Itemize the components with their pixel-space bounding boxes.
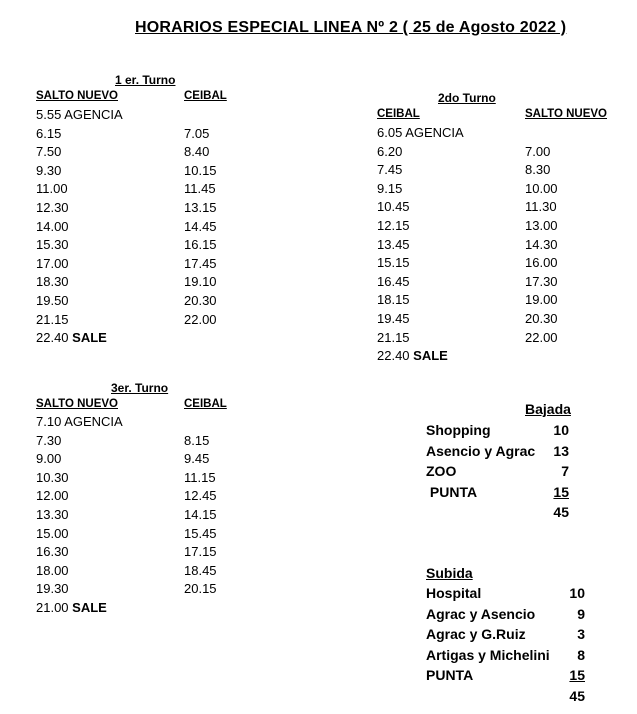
- bajada-table: [426, 420, 571, 523]
- bajada-place: ZOO: [426, 463, 457, 479]
- time-col2: 22.00: [525, 329, 558, 345]
- time-col2: 17.30: [525, 273, 558, 289]
- schedule-row: [377, 291, 597, 310]
- time-col2: 14.15: [184, 506, 217, 522]
- bajada-total: 45: [553, 504, 569, 520]
- subida-total: 45: [569, 687, 585, 704]
- time-col1: 10.45: [377, 199, 410, 215]
- subida-count: 8: [577, 646, 585, 663]
- time-col2: 19.00: [525, 292, 558, 308]
- subida-place: Agrac y Asencio: [426, 605, 536, 622]
- schedule-row: [377, 329, 597, 348]
- turno2-header-col2: SALTO NUEVO: [525, 108, 607, 120]
- turno3-schedule: [36, 413, 236, 618]
- schedule-row: [36, 292, 236, 311]
- bajada-count: 13: [553, 442, 569, 459]
- schedule-row: [36, 162, 236, 181]
- subida-title: Subida: [426, 565, 473, 581]
- schedule-row: [36, 580, 236, 599]
- time-col1: 7.30: [36, 432, 62, 448]
- time-col2: 9.45: [184, 451, 210, 467]
- subida-row: [426, 583, 591, 604]
- subida-total-row: [426, 686, 591, 707]
- schedule-row: [377, 236, 597, 255]
- time-col1: 9.15: [377, 180, 403, 196]
- subida-count: 15: [569, 667, 585, 683]
- schedule-row: [36, 273, 236, 292]
- time-col1: 18.15: [377, 292, 410, 308]
- turno1-first-row: [36, 106, 236, 125]
- bajada-count: 15: [553, 483, 569, 500]
- schedule-row: [36, 311, 236, 330]
- schedule-row: [377, 217, 597, 236]
- bajada-row: [426, 482, 571, 503]
- time-col1: 19.50: [36, 292, 69, 308]
- turno1-last-row: [36, 329, 236, 348]
- time-col1: 17.00: [36, 255, 69, 271]
- time-col1: 12.00: [36, 488, 69, 504]
- time-col1: 6.20: [377, 143, 403, 159]
- time-col1: 9.30: [36, 162, 62, 178]
- turno2-last-time: 22.40: [377, 348, 410, 364]
- subida-count: 9: [577, 605, 585, 622]
- bajada-place: PUNTA: [426, 483, 478, 500]
- bajada-row: [426, 461, 571, 482]
- time-col2: 20.30: [525, 310, 558, 326]
- time-col1: 21.15: [377, 329, 410, 345]
- turno1-header-col1: SALTO NUEVO: [36, 90, 118, 102]
- schedule-row: [36, 562, 236, 581]
- subida-place: Agrac y G.Ruiz: [426, 626, 526, 642]
- time-col1: 15.00: [36, 525, 69, 541]
- time-col1: 19.45: [377, 310, 410, 326]
- time-col2: 10.15: [184, 162, 217, 178]
- turno2-first-row: [377, 124, 597, 143]
- turno1-header-col2: CEIBAL: [184, 90, 227, 102]
- time-col2: 10.00: [525, 180, 558, 196]
- bajada-title: Bajada: [525, 401, 571, 417]
- schedule-row: [36, 525, 236, 544]
- time-col1: 12.15: [377, 217, 410, 233]
- turno2-last-row: [377, 347, 597, 366]
- turno3-first-row: [36, 413, 236, 432]
- turno3-header-col1: SALTO NUEVO: [36, 398, 118, 410]
- time-col2: 18.45: [184, 562, 217, 578]
- time-col1: 11.00: [36, 181, 68, 197]
- turno2-rows: [377, 143, 597, 348]
- subida-place: Artigas y Michelini: [426, 646, 550, 663]
- schedule-row: [36, 125, 236, 144]
- time-col2: 20.30: [184, 292, 217, 308]
- turno1-schedule: [36, 106, 236, 348]
- turno3-last-row: [36, 599, 236, 618]
- subida-place: PUNTA: [426, 667, 474, 683]
- bajada-rows: [426, 420, 571, 502]
- time-col2: 12.45: [184, 488, 217, 504]
- time-col1: 10.30: [36, 469, 69, 485]
- bajada-row: [426, 420, 571, 441]
- subida-table: [426, 583, 591, 706]
- time-col1: 9.00: [36, 451, 62, 467]
- turno1-first: 5.55 AGENCIA: [36, 107, 123, 122]
- time-col2: 11.45: [184, 181, 216, 197]
- time-col2: 16.15: [184, 237, 217, 253]
- bajada-place: Shopping: [426, 422, 491, 438]
- turno1-last-label: SALE: [72, 330, 107, 346]
- schedule-row: [377, 254, 597, 273]
- schedule-row: [36, 143, 236, 162]
- turno1-rows: [36, 125, 236, 330]
- time-col2: 11.30: [525, 199, 557, 215]
- turno3-rows: [36, 432, 236, 599]
- schedule-row: [36, 543, 236, 562]
- subida-row: [426, 645, 591, 666]
- turno2-header-col1: CEIBAL: [377, 108, 420, 120]
- subida-row: [426, 604, 591, 625]
- time-col2: 11.15: [184, 469, 216, 485]
- schedule-row: [36, 432, 236, 451]
- time-col2: 22.00: [184, 311, 217, 327]
- time-col2: 7.00: [525, 143, 551, 159]
- schedule-row: [36, 469, 236, 488]
- schedule-row: [36, 236, 236, 255]
- bajada-count: 7: [561, 463, 569, 479]
- time-col1: 15.15: [377, 255, 410, 271]
- turno2-last-label: SALE: [413, 348, 448, 364]
- schedule-row: [377, 180, 597, 199]
- subida-place: Hospital: [426, 585, 482, 601]
- time-col1: 19.30: [36, 581, 69, 597]
- time-col2: 8.40: [184, 144, 210, 160]
- schedule-row: [36, 199, 236, 218]
- schedule-row: [36, 218, 236, 237]
- subida-count: 10: [569, 585, 585, 601]
- time-col1: 18.00: [36, 562, 69, 578]
- schedule-row: [377, 310, 597, 329]
- time-col1: 6.15: [36, 125, 62, 141]
- time-col1: 7.50: [36, 144, 62, 160]
- schedule-row: [377, 143, 597, 162]
- turno3-title: 3er. Turno: [111, 381, 169, 395]
- turno3-last-label: SALE: [72, 599, 107, 615]
- subida-row: [426, 624, 591, 645]
- time-col2: 17.45: [184, 255, 217, 271]
- schedule-row: [36, 450, 236, 469]
- bajada-row: [426, 441, 571, 462]
- time-col2: 13.00: [525, 217, 558, 233]
- turno3-header-col2: CEIBAL: [184, 398, 227, 410]
- time-col2: 20.15: [184, 581, 217, 597]
- subida-rows: [426, 583, 591, 686]
- time-col1: 15.30: [36, 237, 69, 253]
- schedule-row: [36, 255, 236, 274]
- time-col1: 13.30: [36, 506, 69, 522]
- turno2-title: 2do Turno: [438, 91, 496, 105]
- schedule-row: [36, 487, 236, 506]
- time-col2: 8.30: [525, 162, 551, 178]
- turno1-last-time: 22.40: [36, 330, 69, 346]
- page-title: HORARIOS ESPECIAL LINEA Nº 2 ( 25 de Agosto 2022 ): [135, 19, 567, 36]
- time-col1: 7.45: [377, 162, 403, 178]
- time-col1: 16.30: [36, 544, 69, 560]
- time-col2: 7.05: [184, 125, 210, 141]
- time-col2: 19.10: [184, 274, 217, 290]
- turno2-first: 6.05 AGENCIA: [377, 125, 464, 140]
- turno3-last-time: 21.00: [36, 599, 69, 615]
- bajada-place: Asencio y Agrac: [426, 442, 536, 459]
- turno1-title: 1 er. Turno: [115, 73, 176, 87]
- subida-count: 3: [577, 626, 585, 642]
- bajada-count: 10: [553, 422, 569, 438]
- turno2-schedule: [377, 124, 597, 366]
- time-col1: 14.00: [36, 218, 69, 234]
- time-col2: 8.15: [184, 432, 210, 448]
- time-col2: 16.00: [525, 255, 558, 271]
- time-col2: 14.30: [525, 236, 558, 252]
- time-col2: 17.15: [184, 544, 217, 560]
- time-col1: 21.15: [36, 311, 69, 327]
- time-col2: 13.15: [184, 199, 217, 215]
- schedule-row: [377, 273, 597, 292]
- schedule-row: [377, 198, 597, 217]
- time-col1: 16.45: [377, 273, 410, 289]
- time-col1: 18.30: [36, 274, 69, 290]
- bajada-total-row: [426, 502, 571, 523]
- subida-row: [426, 665, 591, 686]
- schedule-row: [36, 180, 236, 199]
- time-col2: 14.45: [184, 218, 217, 234]
- turno3-first: 7.10 AGENCIA: [36, 414, 123, 429]
- schedule-row: [36, 506, 236, 525]
- time-col1: 12.30: [36, 199, 69, 215]
- time-col1: 13.45: [377, 236, 410, 252]
- time-col2: 15.45: [184, 525, 217, 541]
- schedule-row: [377, 161, 597, 180]
